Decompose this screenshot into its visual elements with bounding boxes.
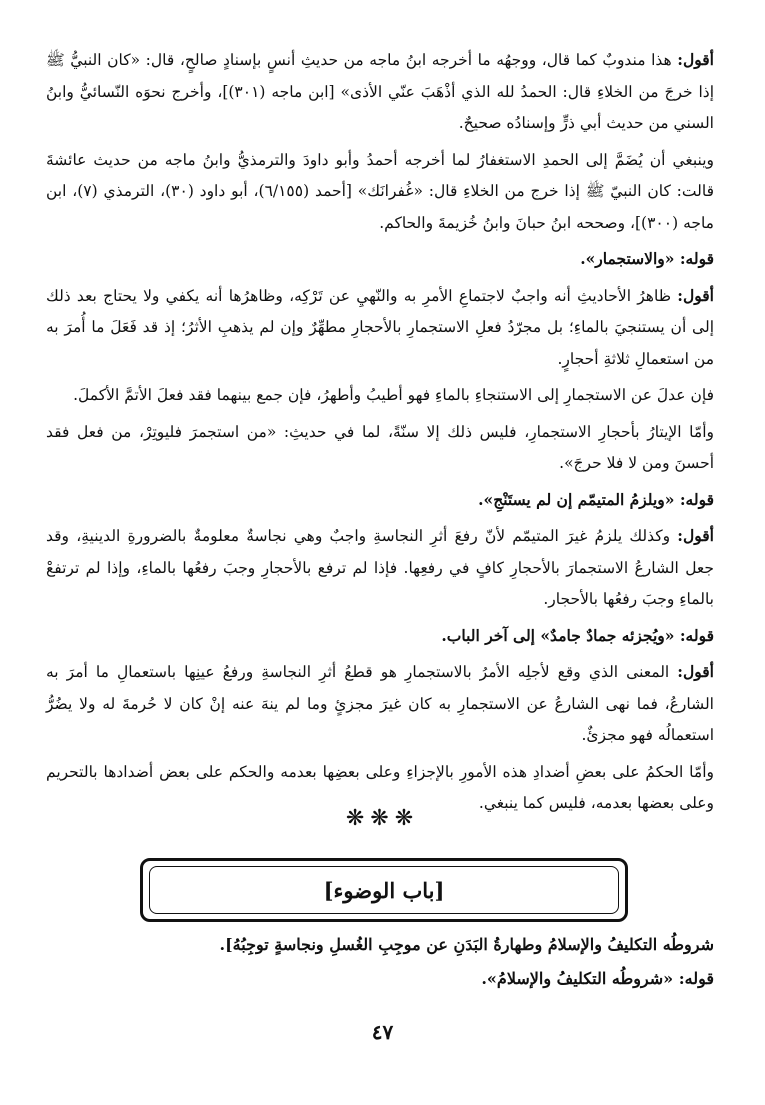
paragraph-text: هذا مندوبٌ كما قال، ووجهُه ما أخرجه ابنُ ماجه من حديثِ أنسٍ بإسنادٍ صالحٍ، قال: «كان النبيُّ ﷺ إذا خرجَ من الخلاءِ قال: الحمدُ لله الذي أذْهَبَ عنّي الأذى» [ابن ماجه (٣٠١)]، وأخرج نحوَه النّسائيُّ وابنُ السني من حديث أبي ذرٍّ وإسنادُه صحيحٌ.: [46, 51, 714, 132]
section-quote-line: قوله: «شروطُه التكليفُ والإسلامُ».: [481, 969, 714, 988]
paragraph: [46, 656, 714, 752]
paragraph-text: وكذلك يلزمُ غيرَ المتيمّم لأنّ رفعَ أثرِ النجاسةِ واجبٌ وهي نجاسةٌ معلومةٌ بالضرورةِ الدينيةِ، وقد جعل الشارعُ الاستجمارَ بالأحجارِ كافٍ في رفعِها. فإذا لم ترفع بالأحجارِ وجبَ رفعُها بالماءِ، وإذا لم ترتفعْ بالماءِ وجبَ رفعُها بالأحجار.: [46, 527, 714, 608]
paragraph-text: وأمّا الحكمُ على بعضِ أضدادِ هذه الأمورِ بالإجزاءِ وعلى بعضِها بعدمه والحكم على بعض أضدادها بالتحريم وعلى بعضها بعدمه، فليس كما ينبغي.: [46, 762, 714, 812]
section-first-line: شروطُه التكليفُ والإسلامُ وطهارةُ البَدَنِ عن موجِبِ الغُسلِ ونجاسةٍ توجِبُهُ].: [219, 935, 714, 954]
paragraph-label: أقول:: [677, 662, 714, 681]
paragraph: [46, 484, 714, 517]
paragraph: [46, 416, 714, 480]
paragraph-text: فإن عدلَ عن الاستجمارِ إلى الاستنجاءِ بالماءِ فهو أطيبُ وأطهرُ، فإن جمع بينهما فقد فعلَ الأتمَّ الأكملَ.: [73, 386, 714, 404]
paragraph: [46, 520, 714, 616]
paragraph-label: قوله: «ويلزمُ المتيمّم إن لم يستَنْجِ».: [478, 489, 714, 509]
section-title-inner-frame: [149, 866, 619, 914]
paragraph-text: ظاهرُ الأحاديثِ أنه واجبٌ لاجتماعِ الأمرِ به والنّهيِ عن تَرْكِه، وظاهرُها أنه يكفي ولا يحتاج بعد ذلك إلى أن يستنجيَ بالماءِ؛ بل مجرّدُ فعلِ الاستجمارِ بالأحجارِ مطهِّرٌ وإن لم يذهبِ الأثرُ؛ إذ قد فَعَلَ ما أُمرَ به من استعمالِ ثلاثةِ أحجارٍ.: [46, 286, 714, 368]
paragraph-text: المعنى الذي وقع لأجلِه الأمرُ بالاستجمارِ هو قطعُ أثرِ النجاسةِ ورفعُ عينِها باستعمالِ ما أمرَ به الشارعُ، فما نهى الشارعُ عن الاستجمارِ به كان غيرَ مجزئٍ وما لم ينهَ عنه إنْ كان لا حُرمةَ له ولا يضُرُّ استعمالُه فهو مجزئٌ.: [46, 663, 714, 744]
paragraph: [46, 44, 714, 140]
section-text: [46, 928, 714, 996]
paragraph-label: قوله: «ويُجزئه جمادٌ جامدٌ» إلى آخر الباب.: [441, 625, 714, 645]
section-title: [باب الوضوء]: [323, 877, 445, 903]
paragraph-label: أقول:: [677, 526, 714, 545]
paragraph: [46, 379, 714, 412]
page-number: ٤٧: [371, 1020, 394, 1044]
paragraph-label: أقول:: [677, 285, 714, 305]
paragraph-label: أقول:: [677, 50, 714, 69]
paragraph: [46, 620, 714, 653]
paragraph-text: وينبغي أن يُضَمَّ إلى الحمدِ الاستغفارُ لما أخرجه أحمدُ وأبو داودَ والترمذيُّ وابنُ ماجه من حديث عائشةَ قالت: كان النبيّ ﷺ إذا خرج من الخلاءِ قال: «غُفرانَك» [أحمد (٦/١٥٥)، أبو داود (٣٠)، الترمذي (٧)، ابن ماجه (٣٠٠)]، وصححه ابنُ حبانَ وابنُ خُزيمةَ والحاكم.: [46, 150, 714, 232]
paragraph: [46, 144, 714, 240]
paragraph-text: وأمّا الإيتارُ بأحجارِ الاستجمارِ، فليس ذلك إلا سنّةً، لما في حديثِ: «من استجمرَ فليوتِرْ، من فعل فقد أحسنَ ومن لا فلا حرجَ».: [46, 422, 714, 472]
separator-ornament: ❋❋❋: [345, 806, 420, 831]
paragraph: [46, 280, 714, 376]
section-title-frame: [140, 858, 628, 922]
paragraph-label: قوله: «والاستجمار».: [580, 249, 714, 268]
main-text: [46, 44, 714, 824]
paragraph: [46, 243, 714, 276]
